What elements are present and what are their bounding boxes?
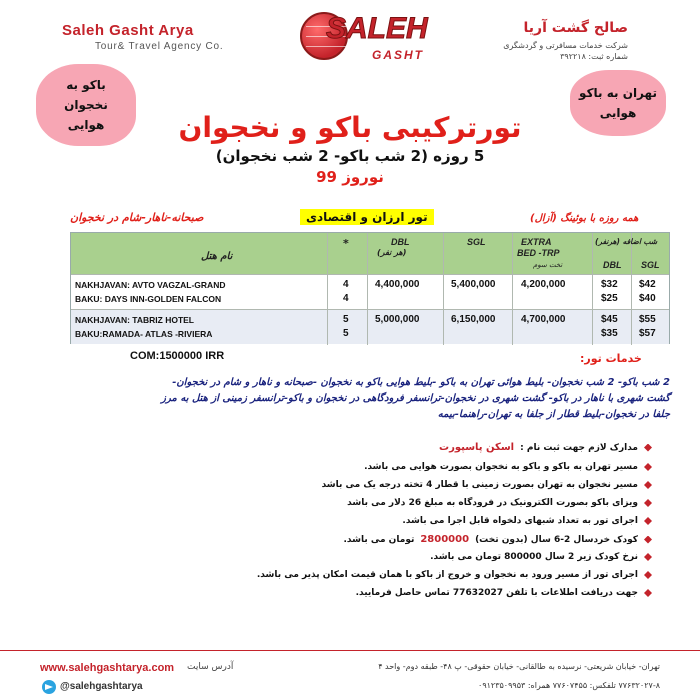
header-third-bed: تخت سوم xyxy=(533,261,563,269)
diamond-bullet-icon xyxy=(644,589,652,597)
table-row-1-dbl-price: 4,400,000 xyxy=(375,279,420,290)
diamond-bullet-icon xyxy=(644,553,652,561)
list-item xyxy=(347,498,652,508)
table-row-1-night-sgl: $40 xyxy=(639,293,656,304)
note-text: اجرای تور به تعداد شبهای دلخواه قابل اجرا می باشد. xyxy=(402,516,638,526)
table-row-1-extra-price: 4,200,000 xyxy=(521,279,566,290)
table-row-1-sgl-price: 5,400,000 xyxy=(451,279,496,290)
note-text: کودک خردسال 2-6 سال (بدون تخت) xyxy=(475,534,638,545)
table-row-1-night-sgl: $42 xyxy=(639,279,656,290)
header-extra-sgl: SGL xyxy=(641,260,660,270)
note-text: ویزای باکو بصورت الکترونیک در فرودگاه به مبلغ 26 دلار می باشد xyxy=(347,498,638,508)
table-row-2-sgl-price: 6,150,000 xyxy=(451,314,496,325)
bubble-text: هوایی xyxy=(67,118,105,132)
required-docs xyxy=(439,442,652,453)
diamond-bullet-icon xyxy=(644,444,652,452)
services-text xyxy=(60,375,670,423)
brand-persian-subtitle-line: شرکت خدمات مسافرتی و گردشگری xyxy=(503,41,628,50)
table-row-1-night-dbl: $32 xyxy=(601,279,618,290)
list-item xyxy=(402,516,652,526)
note-text: نرخ کودک زیر 2 سال 800000 تومان می باشد. xyxy=(430,552,638,562)
footer-divider xyxy=(0,650,700,651)
brand-registration-number: شماره ثبت: ۳۹۲۲۱۸ xyxy=(560,52,628,61)
bubble-text: هوایی xyxy=(599,106,637,120)
list-item xyxy=(356,588,652,598)
diamond-bullet-icon xyxy=(644,536,652,544)
bubble-text: باکو به xyxy=(66,78,106,92)
header-sgl: SGL xyxy=(467,237,486,247)
services-heading: خدمات تور: xyxy=(580,352,642,365)
note-text: مسیر نخجوان به تهران بصورت زمینی با قطار 4 تخته درجه یک می باشد xyxy=(321,480,638,490)
website-link[interactable]: www.salehgashtarya.com xyxy=(40,662,175,674)
commission: COM:1500000 IRR xyxy=(130,350,225,362)
bubble-text: تهران به باکو xyxy=(579,86,657,100)
brand-persian-subtitle xyxy=(503,40,628,62)
table-row-1-star: 4 xyxy=(343,293,349,304)
address: تهران- خیابان شریعتی- نرسیده به طالقانی- خیابان حقوقی- پ ۴۸- طبقه دوم- واحد ۴ xyxy=(378,662,660,671)
diamond-bullet-icon xyxy=(644,571,652,579)
note-text: جهت دریافت اطلاعات با تلفن 77632027 تماس حاصل فرمایید. xyxy=(355,588,638,598)
tour-duration: 5 روزه (2 شب باکو- 2 شب نخجوان) xyxy=(215,147,485,165)
required-docs-label: مدارک لازم جهت ثبت نام : xyxy=(520,442,638,453)
brand-persian-title: صالح گشت آریا xyxy=(523,20,628,36)
table-row-2-night-dbl: $35 xyxy=(601,328,618,339)
table-row-1-night-dbl: $25 xyxy=(601,293,618,304)
daily-flights-note: همه روزه با بوئینگ (آزال) xyxy=(530,213,639,224)
note-text: تومان می باشد. xyxy=(343,534,415,545)
company-logo xyxy=(300,8,430,64)
list-item xyxy=(344,534,652,545)
header-extra-dbl: DBL xyxy=(603,260,622,270)
required-docs-value: اسکن پاسپورت xyxy=(439,442,515,453)
list-item xyxy=(430,552,652,562)
header-extra-night: شب اضافه (هرنفر) xyxy=(595,237,658,246)
price-table-header xyxy=(71,233,669,274)
tour-season: نوروز 99 xyxy=(316,168,384,186)
diamond-bullet-icon xyxy=(644,481,652,489)
header-extra: EXTRA xyxy=(521,237,552,247)
tour-title: تورترکیبی باکو و نخجوان xyxy=(178,111,522,144)
header-dbl: DBL xyxy=(391,237,410,247)
table-row-2-star: 5 xyxy=(343,328,349,339)
table-row-2-extra-price: 4,700,000 xyxy=(521,314,566,325)
services-line: 2 شب باکو- 2 شب نخجوان- بلیط هوائی تهران به باکو -بلیط هوایی باکو به نخجوان -صبحانه و ناهار و شام در نخجوان- xyxy=(172,377,670,388)
table-row-2-night-sgl: $55 xyxy=(639,314,656,325)
tour-type-badge: تور ارزان و اقتصادی xyxy=(300,209,434,225)
diamond-bullet-icon xyxy=(644,517,652,525)
table-row-2-hotel-nakhchivan: NAKHJAVAN: TABRIZ HOTEL xyxy=(75,315,194,325)
table-row-1-hotel-baku: BAKU: DAYS INN-GOLDEN FALCON xyxy=(75,294,222,304)
table-row-1-hotel-nakhchivan: NAKHJAVAN: AVTO VAGZAL-GRAND xyxy=(75,280,226,290)
brand-english-title: Saleh Gasht Arya xyxy=(62,22,194,39)
list-item xyxy=(364,462,652,472)
list-item xyxy=(257,570,652,580)
table-row-2-hotel-baku: BAKU:RAMADA- ATLAS -RIVIERA xyxy=(75,329,213,339)
header-extra-sub: BED -TRP xyxy=(517,248,560,258)
diamond-bullet-icon xyxy=(644,463,652,471)
table-row-2-star: 5 xyxy=(343,314,349,325)
child-price: 2800000 xyxy=(420,534,470,545)
services-line: جلفا در نخجوان-بلیط قطار از جلفا به تهران-راهنما-بیمه xyxy=(437,409,670,420)
header-hotel-name: نام هتل xyxy=(201,251,233,262)
table-row-2-dbl-price: 5,000,000 xyxy=(375,314,420,325)
meals-note: صبحانه-ناهار-شام در نخجوان xyxy=(70,211,204,224)
website-label: آدرس سایت xyxy=(187,662,234,672)
table-row-2-night-dbl: $45 xyxy=(601,314,618,325)
logo-word: SALEH xyxy=(326,12,428,45)
header-star: * xyxy=(343,237,349,250)
phone-numbers: ۷۷۶۳۲۰۲۷-۸ تلفکس: ۷۷۶۰۷۴۵۵ همراه: ۰۹۱۲۳۵۰۹۹۵۳ xyxy=(478,681,660,690)
bubble-text: نخجوان xyxy=(64,98,108,112)
logo-subword: GASHT xyxy=(372,48,424,62)
instagram-handle[interactable]: @salehgashtarya xyxy=(60,681,143,692)
table-row-2-night-sgl: $57 xyxy=(639,328,656,339)
note-text: مسیر تهران به باکو و باکو به نخجوان بصورت هوایی می باشد. xyxy=(364,462,638,472)
services-line: گشت شهری با ناهار در باکو- گشت شهری در نخجوان-ترانسفر فرودگاهی در نخجوان و باکو-ترانسفر زمینی از هتل به مرز xyxy=(161,393,670,404)
diamond-bullet-icon xyxy=(644,499,652,507)
note-text: اجرای تور از مسیر ورود به نخجوان و خروج از باکو با همان قیمت امکان پذیر می باشد. xyxy=(256,570,638,580)
header-dbl-unit: (هر نفر) xyxy=(377,248,407,257)
list-item xyxy=(322,480,652,490)
telegram-icon[interactable] xyxy=(42,680,56,694)
price-table xyxy=(70,232,670,344)
table-row-1-star: 4 xyxy=(343,279,349,290)
brand-english-subtitle: Tour& Travel Agency Co. xyxy=(95,41,224,52)
